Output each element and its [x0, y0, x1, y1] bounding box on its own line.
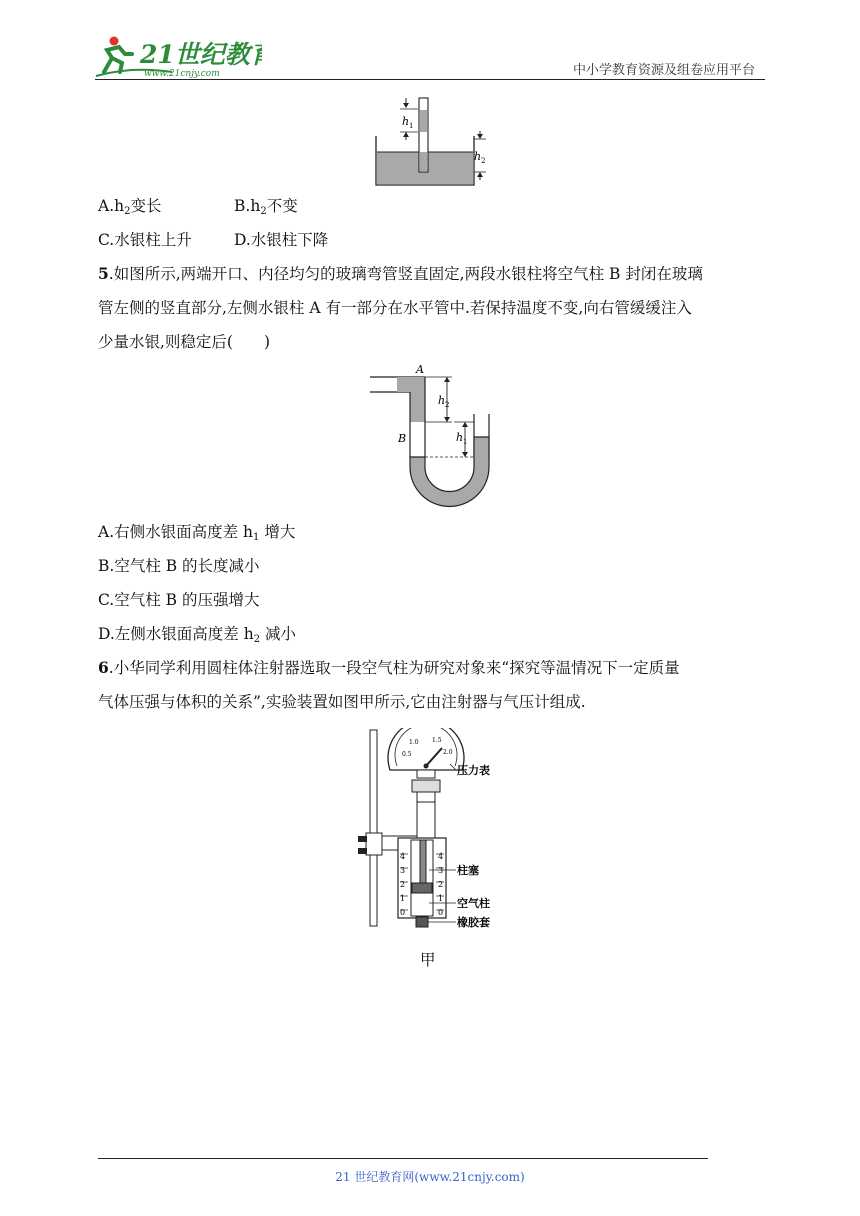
figure-syringe-gauge: [350, 728, 510, 934]
logo-url: www.21cnjy.com: [144, 69, 220, 79]
site-logo: [92, 32, 262, 80]
svg-text:1: 1: [463, 438, 468, 446]
q4-option-d: D.水银柱下降: [234, 231, 329, 249]
footer-link[interactable]: 21 世纪教育网(www.21cnjy.com): [335, 1170, 525, 1184]
scale-left-4: 4: [400, 852, 406, 861]
gauge-tick-2-0: 2.0: [443, 749, 453, 756]
platform-title: 中小学教育资源及组卷应用平台: [573, 63, 756, 78]
fig2-h2-label: h: [438, 394, 446, 407]
q4-option-a: $A.h_2$变长: [98, 197, 162, 217]
header-divider: [95, 79, 765, 80]
scale-right-4: 4: [438, 852, 444, 861]
q5-option-c: C.空气柱 B 的压强增大: [98, 591, 260, 609]
gauge-label: 压力表: [457, 764, 490, 777]
air-column-label: 空气柱: [457, 897, 490, 910]
q5-stem-line3: 少量水银,则稳定后( ): [98, 333, 271, 351]
footer-divider: [98, 1158, 708, 1159]
q5-stem-line2: 管左侧的竖直部分,左侧水银柱 A 有一部分在水平管中.若保持温度不变,向右管缓缓注入: [98, 299, 692, 317]
fig2-label-b: B: [398, 432, 407, 445]
q6-stem-line1: 6.小华同学利用圆柱体注射器选取一段空气柱为研究对象来“探究等温情况下一定质量: [98, 658, 680, 677]
q5-option-a: A.右侧水银面高度差 $h_1$ 增大: [98, 523, 296, 543]
piston-label: 柱塞: [457, 864, 479, 877]
scale-right-1: 1: [438, 894, 444, 903]
svg-text:2: 2: [445, 401, 450, 409]
fig2-h1-label: h: [456, 431, 464, 444]
svg-text:2: 2: [481, 157, 486, 165]
scale-left-3: 3: [400, 866, 406, 875]
svg-text:1: 1: [409, 122, 414, 130]
gauge-tick-0-5: 0.5: [402, 751, 412, 758]
scale-right-0: 0: [438, 908, 444, 917]
q6-stem-line2: 气体压强与体积的关系”,实验装置如图甲所示,它由注射器与气压计组成.: [98, 693, 586, 711]
figure-bent-tube: [368, 362, 492, 510]
logo-text: 21世纪教育: [140, 40, 262, 69]
gauge-tick-1-0: 1.0: [409, 739, 419, 746]
rubber-cap-label: 橡胶套: [457, 916, 490, 929]
scale-left-2: 2: [400, 880, 406, 889]
fig1-h1-label: h: [402, 115, 410, 128]
scale-right-3: 3: [438, 866, 444, 875]
q5-option-b: B.空气柱 B 的长度减小: [98, 557, 260, 575]
q5-stem-line1: 5.如图所示,两端开口、内径均匀的玻璃弯管竖直固定,两段水银柱将空气柱 B 封闭在玻璃: [98, 264, 703, 283]
q4-option-b: $B.h_2$不变: [234, 197, 298, 217]
scale-right-2: 2: [438, 880, 444, 889]
scale-left-1: 1: [400, 894, 406, 903]
scale-left-0: 0: [400, 908, 406, 917]
q4-option-c: C.水银柱上升: [98, 231, 192, 249]
fig2-label-a: A: [416, 363, 424, 376]
gauge-tick-1-5: 1.5: [432, 737, 442, 744]
q5-option-d: D.左侧水银面高度差 $h_2$ 减小: [98, 625, 297, 645]
figure-caption: 甲: [420, 951, 436, 969]
figure-tube-in-trough: [370, 96, 500, 190]
fig1-h2-label: h: [474, 150, 482, 163]
